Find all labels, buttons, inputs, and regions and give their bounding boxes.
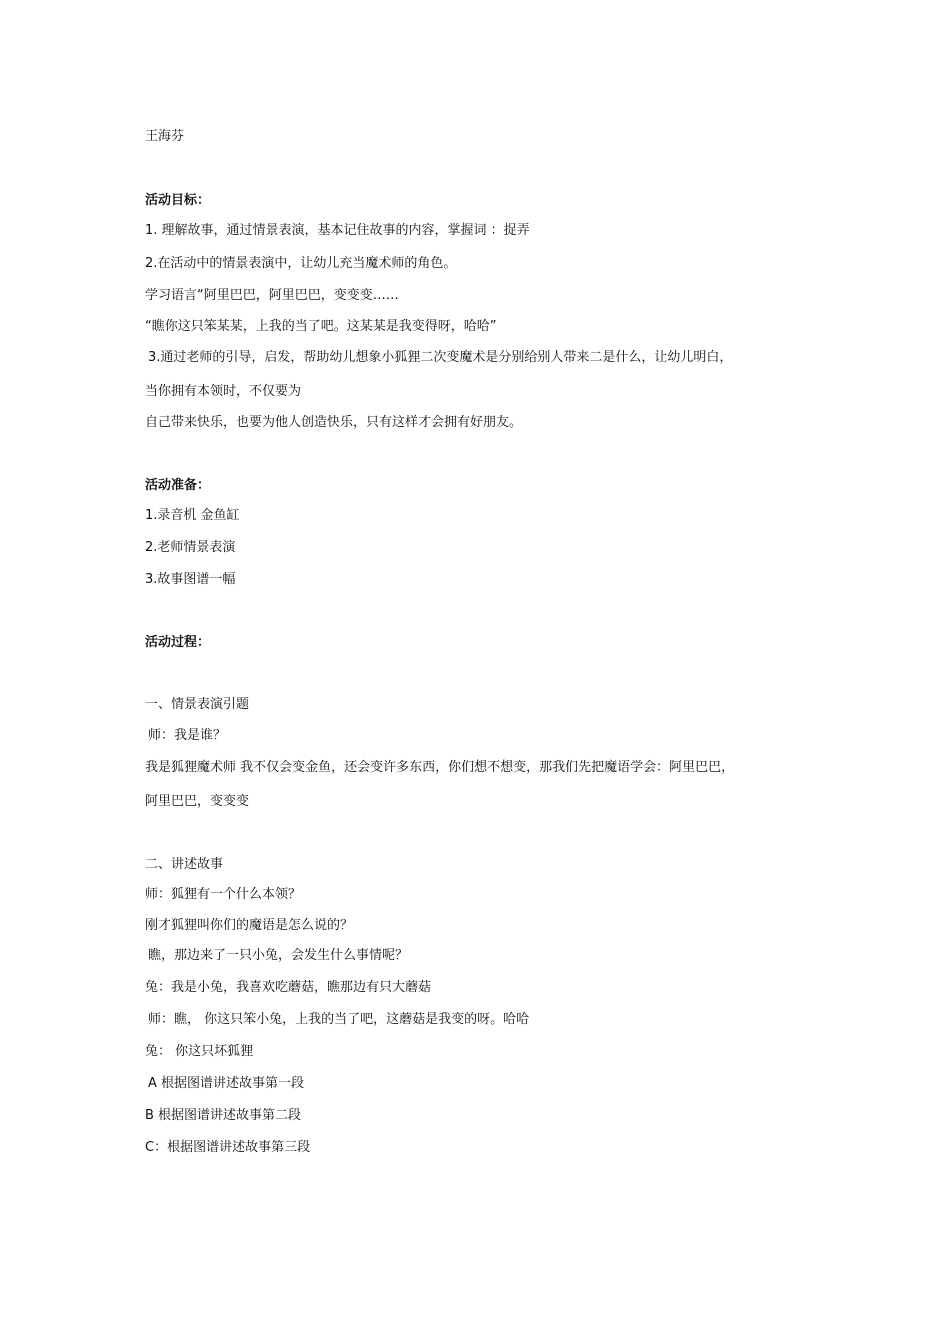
process-heading: 活动过程：	[145, 635, 211, 650]
prep-item-3: 3.故事图谱一幅	[145, 572, 236, 587]
part2-line-5: 师：瞧， 你这只笨小兔，上我的当了吧，这蘑菇是我变的呀。哈哈	[148, 1012, 530, 1027]
part2-line-6: 兔： 你这只坏狐狸	[145, 1044, 254, 1059]
part1-line-2: 我是狐狸魔术师 我不仅会变金鱼，还会变许多东西，你们想不想变，那我们先把魔语学会：阿里巴巴，	[145, 760, 735, 775]
goal-line-4: “瞧你这只笨某某，上我的当了吧。这某某是我变得呀，哈哈”	[145, 319, 497, 334]
author-name: 王海芬	[145, 129, 185, 144]
goal-line-6: 当你拥有本领时，不仅要为	[145, 384, 302, 399]
part2-line-1: 师：狐狸有一个什么本领？	[145, 887, 302, 902]
goal-line-5: 3.通过老师的引导，启发，帮助幼儿想象小狐狸二次变魔术是分别给别人带来二是什么，让幼儿明白，	[148, 350, 733, 365]
part2-line-4: 兔：我是小兔，我喜欢吃蘑菇，瞧那边有只大蘑菇	[145, 980, 432, 995]
prep-heading: 活动准备：	[145, 478, 211, 493]
part2-line-8: B 根据图谱讲述故事第二段	[145, 1108, 302, 1123]
prep-item-1: 1.录音机 金鱼缸	[145, 508, 240, 523]
goal-line-2: 2.在活动中的情景表演中，让幼儿充当魔术师的角色。	[145, 256, 457, 271]
part2-line-7: A 根据图谱讲述故事第一段	[148, 1076, 305, 1091]
goal-line-3: 学习语言“阿里巴巴，阿里巴巴，变变变……	[145, 288, 399, 303]
part2-title: 二、讲述故事	[145, 857, 224, 872]
part2-line-3: 瞧，那边来了一只小兔，会发生什么事情呢？	[148, 948, 409, 963]
part1-line-1: 师：我是谁？	[148, 728, 227, 743]
part2-line-9: C：根据图谱讲述故事第三段	[145, 1140, 311, 1155]
goals-heading: 活动目标：	[145, 193, 211, 208]
part1-title: 一、情景表演引题	[145, 697, 250, 712]
part2-line-2: 刚才狐狸叫你们的魔语是怎么说的？	[145, 918, 354, 933]
goal-line-1: 1. 理解故事，通过情景表演，基本记住故事的内容，掌握词 ：捉弄	[145, 223, 530, 238]
part1-line-3: 阿里巴巴，变变变	[145, 794, 250, 809]
goal-line-7: 自己带来快乐，也要为他人创造快乐，只有这样才会拥有好朋友。	[145, 415, 523, 430]
prep-item-2: 2.老师情景表演	[145, 540, 236, 555]
